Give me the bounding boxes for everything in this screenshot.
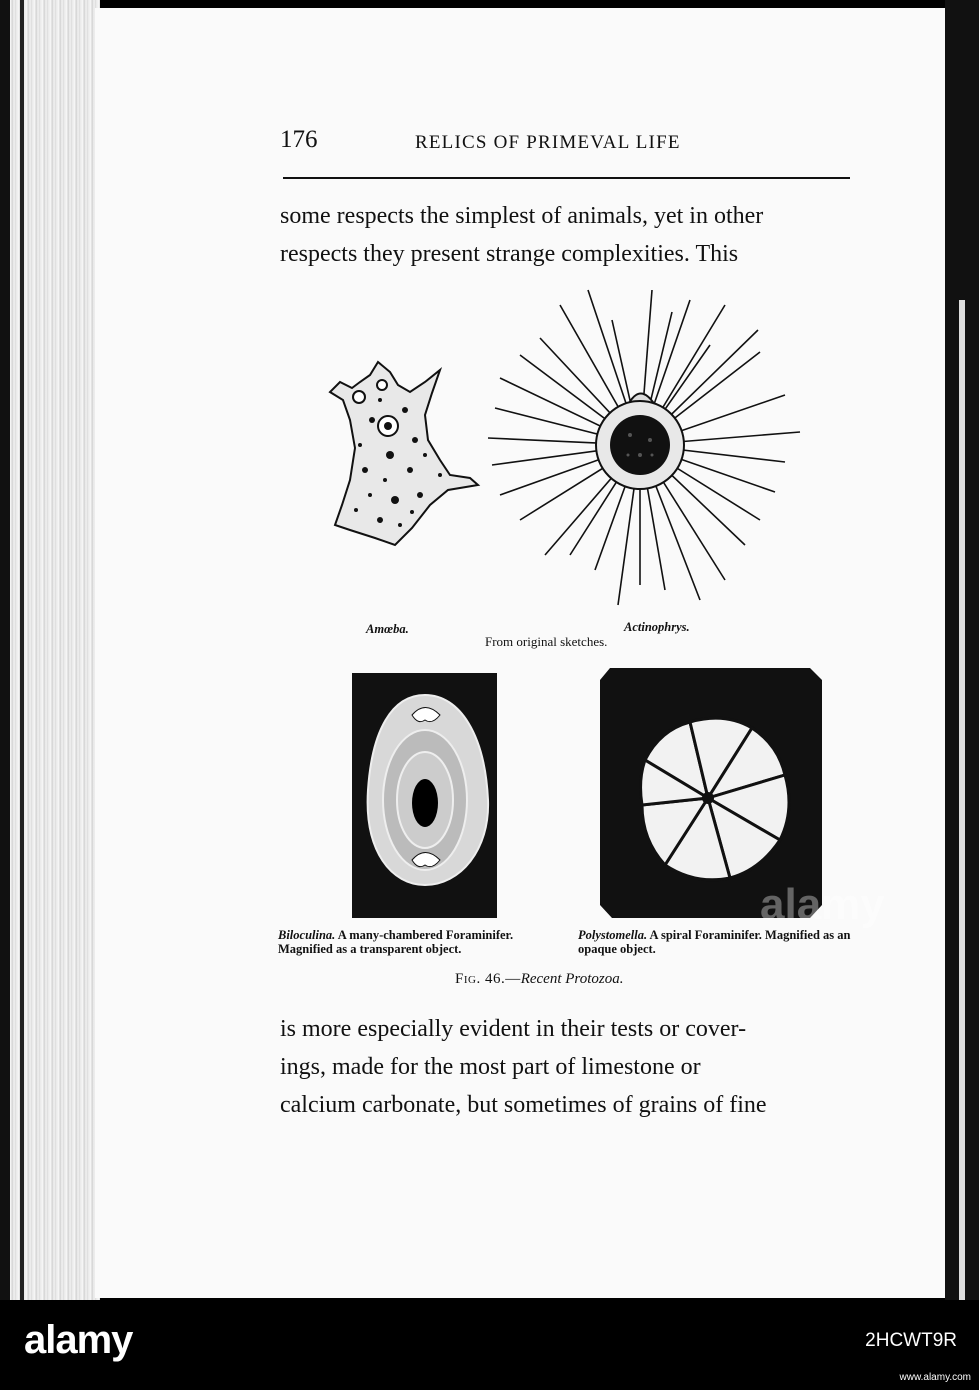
word: yet: [653, 203, 684, 229]
biloculina-illustration: [352, 673, 497, 918]
word: complexities.: [561, 241, 690, 267]
word: part: [512, 1054, 550, 1080]
text-line: [280, 1086, 852, 1124]
word: This: [695, 241, 739, 267]
brand-url: www.alamy.com: [899, 1372, 971, 1383]
word: of: [541, 203, 562, 229]
word: animals,: [567, 203, 648, 229]
word: of: [555, 1054, 576, 1080]
brand-logo: alamy: [24, 1318, 133, 1362]
word: grains: [638, 1092, 698, 1118]
word: respects: [280, 241, 358, 267]
word: of: [612, 1092, 633, 1118]
word: tests: [610, 1016, 654, 1042]
figure-title: Recent Protozoa.: [520, 971, 624, 987]
amoeba-illustration: [330, 362, 478, 545]
biloculina-text: A many-chambered Foraminifer. Magnified as a transparent object.: [278, 928, 514, 956]
polystomella-text: A spiral Foraminifer. Magnified as an opaque object.: [578, 928, 851, 956]
word: fine: [729, 1092, 767, 1118]
word: the: [423, 1054, 454, 1080]
word: in: [535, 1016, 555, 1042]
word: calcium: [280, 1092, 356, 1118]
word: their: [560, 1016, 605, 1042]
word: present: [410, 241, 480, 267]
word: evident: [459, 1016, 530, 1042]
polystomella-caption: [578, 928, 853, 956]
word: other: [713, 203, 764, 229]
sketch-note: From original sketches.: [485, 634, 608, 649]
word: simplest: [455, 203, 536, 229]
word: of: [703, 1092, 724, 1118]
running-title: RELICS OF PRIMEVAL LIFE: [415, 132, 681, 153]
word: limestone: [581, 1054, 675, 1080]
biloculina-name: Biloculina.: [278, 928, 336, 942]
word: in: [689, 203, 708, 229]
word: carbonate,: [361, 1092, 462, 1118]
word: the: [419, 203, 450, 229]
word: they: [363, 241, 405, 267]
word: or: [680, 1054, 701, 1080]
body-text-bottom: [280, 1010, 852, 1124]
word: most: [459, 1054, 506, 1080]
page-number: 176: [280, 126, 318, 153]
word: is: [280, 1016, 297, 1042]
word: for: [390, 1054, 418, 1080]
word: cover-: [685, 1016, 747, 1042]
word: sometimes: [503, 1092, 607, 1118]
image-id: 2HCWT9R: [865, 1330, 957, 1351]
amoeba-label: Amœba.: [366, 622, 409, 636]
word: but: [467, 1092, 498, 1118]
word: respects: [336, 203, 414, 229]
word: made: [332, 1054, 384, 1080]
word: some: [280, 203, 331, 229]
watermark: alamy: [760, 880, 885, 929]
actinophrys-label: Actinophrys.: [624, 620, 690, 634]
stock-banner: [0, 1300, 979, 1390]
word: ings,: [280, 1054, 327, 1080]
text-line: [280, 1010, 852, 1048]
text-line: [280, 1048, 852, 1086]
word: strange: [485, 241, 556, 267]
actinophrys-illustration: [488, 290, 800, 605]
figure-caption: [455, 971, 623, 988]
word: more: [302, 1016, 352, 1042]
figure-number: Fig. 46.—: [455, 971, 521, 987]
word: or: [659, 1016, 680, 1042]
biloculina-caption: [278, 928, 558, 956]
polystomella-name: Polystomella.: [578, 928, 648, 942]
word: especially: [357, 1016, 454, 1042]
